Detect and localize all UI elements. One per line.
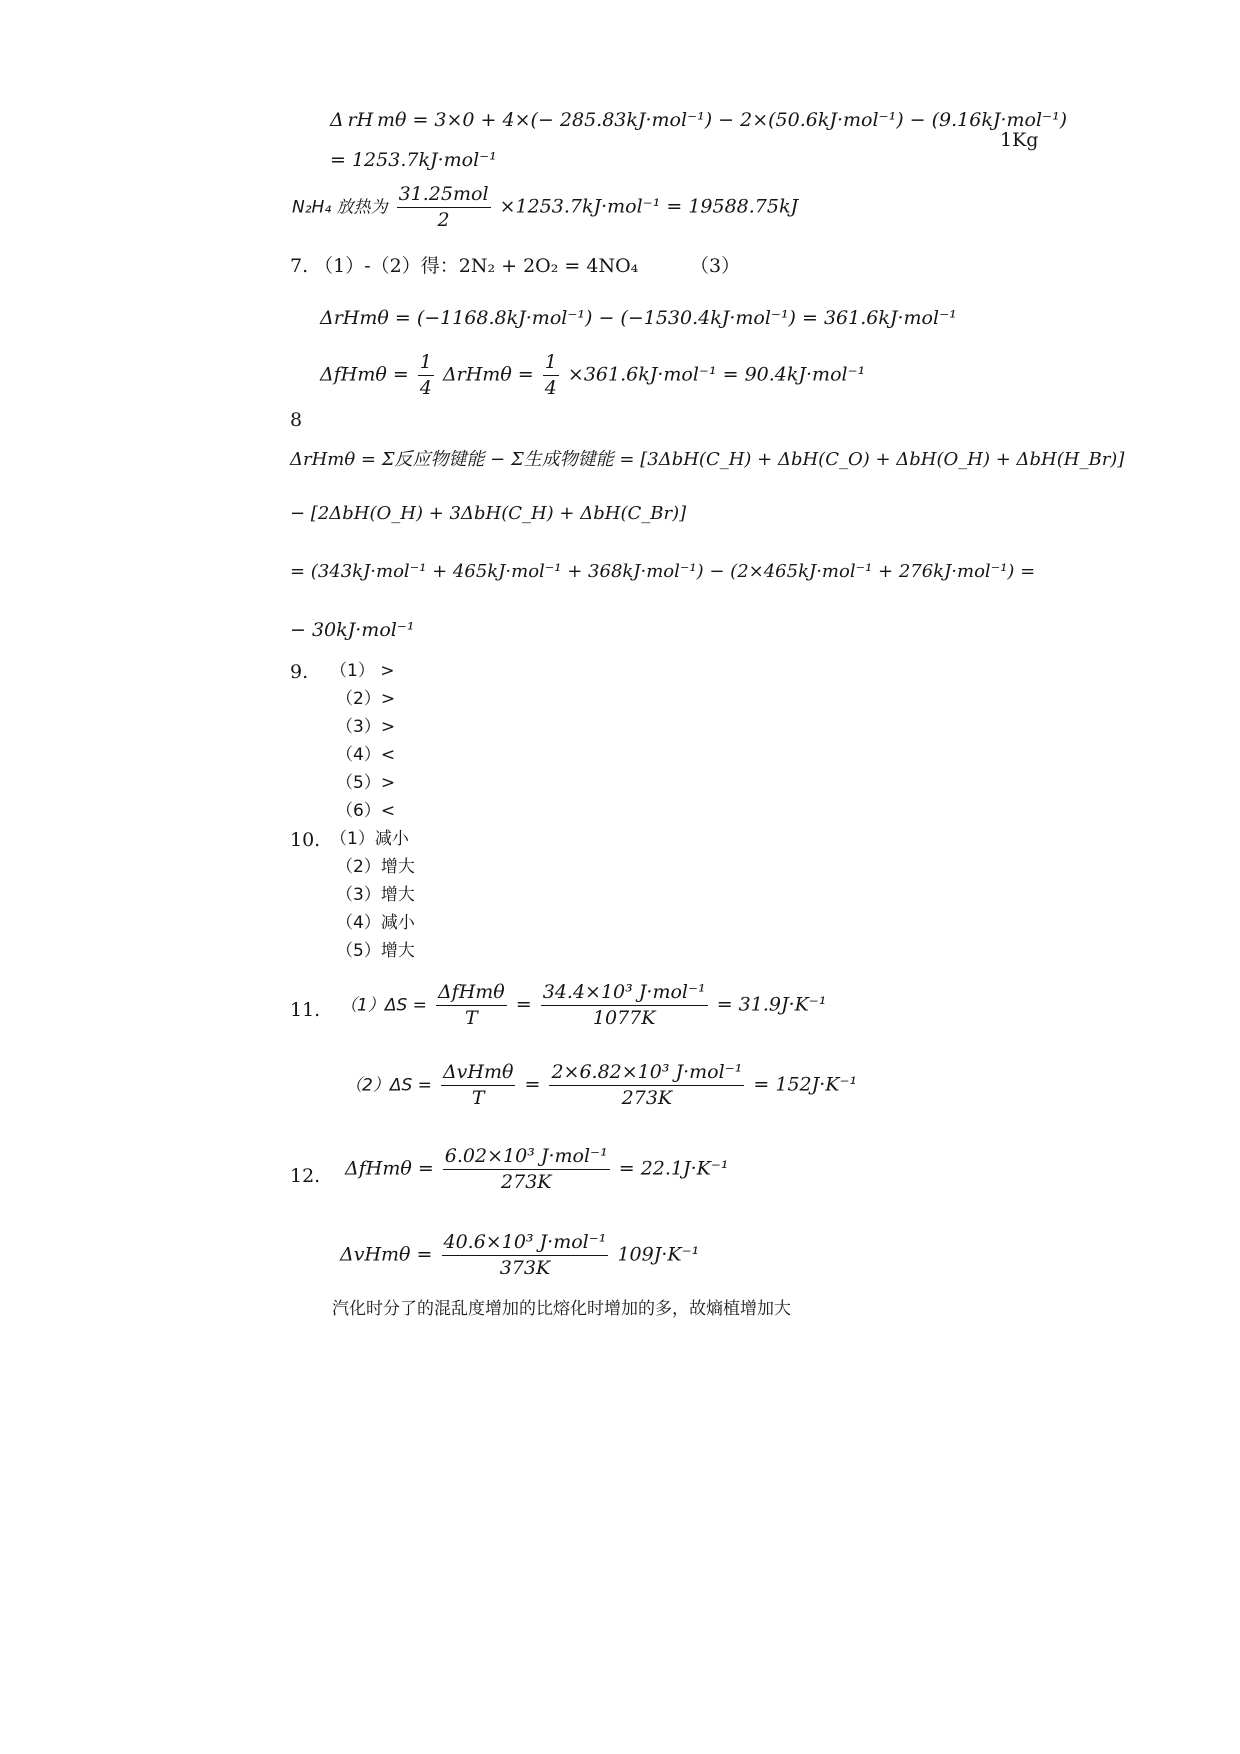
- q11-part2-result: = 152J·K⁻¹: [753, 1073, 858, 1096]
- q10-item: （3）增大: [336, 885, 415, 905]
- q10-item: （1）减小: [330, 829, 409, 849]
- q8-label: 8: [290, 409, 303, 431]
- q9-item: （5）>: [336, 773, 396, 793]
- q11-part2: [345, 1062, 857, 1109]
- n2h4-heat-line: [292, 184, 798, 231]
- q11-part2-numeric-fraction: [549, 1062, 744, 1109]
- q9-label: 9.: [290, 661, 309, 683]
- q7-formation-result: ×361.6kJ·mol⁻¹ = 90.4kJ·mol⁻¹: [567, 363, 866, 386]
- q8-result-line: − 30kJ·mol⁻¹: [290, 619, 415, 641]
- q12-vap-fraction: [442, 1232, 609, 1279]
- q10-label: 10.: [290, 829, 321, 851]
- q12-conclusion: 汽化时分了的混乱度增加的比熔化时增加的多，故熵植增加大: [332, 1299, 791, 1319]
- q11-part2-symbolic-fraction: [441, 1062, 515, 1109]
- q11-part1-num: 34.4×10³ J·mol⁻¹: [541, 982, 708, 1006]
- mass-note: 1Kg: [1000, 129, 1039, 151]
- q7-reaction-enthalpy: ΔrHmθ = (−1168.8kJ·mol⁻¹) − (−1530.4kJ·mol⁻¹) = 361.6kJ·mol⁻¹: [320, 307, 957, 329]
- equals-sign: =: [524, 1073, 541, 1096]
- equals-sign: =: [515, 993, 532, 1016]
- q8-substitution-line: = (343kJ·mol⁻¹ + 465kJ·mol⁻¹ + 368kJ·mol⁻¹) − (2×465kJ·mol⁻¹ + 276kJ·mol⁻¹) =: [290, 561, 1036, 582]
- q12-fusion-den: 273K: [501, 1170, 552, 1193]
- q7-formation-mid: ΔrHmθ =: [442, 363, 534, 386]
- q11-part2-sym-den: T: [471, 1086, 485, 1109]
- q8-bond-energy-line: ΔrHmθ = Σ反应物键能 − Σ生成物键能 = [3ΔbH(C_H) + ΔbH(C_O) + ΔbH(O_H) + ΔbH(H_Br)]: [290, 449, 1125, 470]
- q11-part1-lhs: （1）ΔS =: [340, 995, 427, 1016]
- q12-vaporization-entropy: [340, 1232, 699, 1279]
- quarter-fraction-1-den: 4: [419, 376, 432, 399]
- q9-item: （4）<: [336, 745, 396, 765]
- q11-part2-num: 2×6.82×10³ J·mol⁻¹: [549, 1062, 744, 1086]
- enthalpy-sum-line: Δ rH mθ = 3×0 + 4×(− 285.83kJ·mol⁻¹) − 2×(50.6kJ·mol⁻¹) − (9.16kJ·mol⁻¹): [330, 109, 1068, 131]
- quarter-fraction-1-num: 1: [418, 352, 434, 376]
- n2h4-heat-result: ×1253.7kJ·mol⁻¹ = 19588.75kJ: [499, 195, 799, 218]
- q7-formation-lhs: ΔfHmθ =: [320, 363, 409, 386]
- q7-equation-number: （3）: [690, 255, 741, 277]
- q11-part2-lhs: （2）ΔS =: [345, 1075, 432, 1096]
- q12-vap-result: 109J·K⁻¹: [617, 1243, 700, 1266]
- q11-part2-den: 273K: [621, 1086, 673, 1109]
- q12-vap-lhs: ΔvHmθ =: [340, 1243, 433, 1266]
- n2h4-label: N₂H₄ 放热为: [292, 197, 388, 218]
- q7-equation: 7. （1）-（2）得：2N₂ + 2O₂ = 4NO₄: [290, 255, 639, 277]
- quarter-fraction-2-den: 4: [544, 376, 557, 399]
- q11-part1-sym-num: ΔfHmθ: [436, 982, 507, 1006]
- q12-fusion-result: = 22.1J·K⁻¹: [618, 1157, 729, 1180]
- q11-part1-den: 1077K: [592, 1006, 656, 1029]
- q12-fusion-lhs: ΔfHmθ =: [345, 1157, 434, 1180]
- q11-part1-sym-den: T: [464, 1006, 478, 1029]
- q11-part1-numeric-fraction: [541, 982, 708, 1029]
- q11-part1-result: = 31.9J·K⁻¹: [716, 993, 827, 1016]
- q10-item: （5）增大: [336, 941, 415, 961]
- q12-label: 12.: [290, 1165, 321, 1187]
- mol-fraction-denominator: 2: [437, 208, 450, 231]
- q10-item: （2）增大: [336, 857, 415, 877]
- q12-fusion-fraction: [443, 1146, 610, 1193]
- q9-item: （3）>: [336, 717, 396, 737]
- q11-part2-sym-num: ΔvHmθ: [441, 1062, 515, 1086]
- q9-item: （6）<: [336, 801, 396, 821]
- q10-item: （4）减小: [336, 913, 415, 933]
- quarter-fraction-2: [543, 352, 559, 399]
- mol-fraction-numerator: 31.25mol: [397, 184, 491, 208]
- q9-item: （1） >: [330, 661, 395, 681]
- quarter-fraction-1: [418, 352, 434, 399]
- enthalpy-result-line: = 1253.7kJ·mol⁻¹: [330, 149, 497, 171]
- q12-fusion-entropy: [345, 1146, 729, 1193]
- q11-part1: [340, 982, 826, 1029]
- q9-item: （2）>: [336, 689, 396, 709]
- mol-fraction: [397, 184, 491, 231]
- q7-formation-enthalpy: [320, 352, 865, 399]
- q12-vap-num: 40.6×10³ J·mol⁻¹: [442, 1232, 609, 1256]
- q11-label: 11.: [290, 999, 321, 1021]
- quarter-fraction-2-num: 1: [543, 352, 559, 376]
- q12-vap-den: 373K: [499, 1256, 551, 1279]
- q12-fusion-num: 6.02×10³ J·mol⁻¹: [443, 1146, 610, 1170]
- q11-part1-symbolic-fraction: [436, 982, 507, 1029]
- q8-product-bonds-line: − [2ΔbH(O_H) + 3ΔbH(C_H) + ΔbH(C_Br)]: [290, 503, 687, 524]
